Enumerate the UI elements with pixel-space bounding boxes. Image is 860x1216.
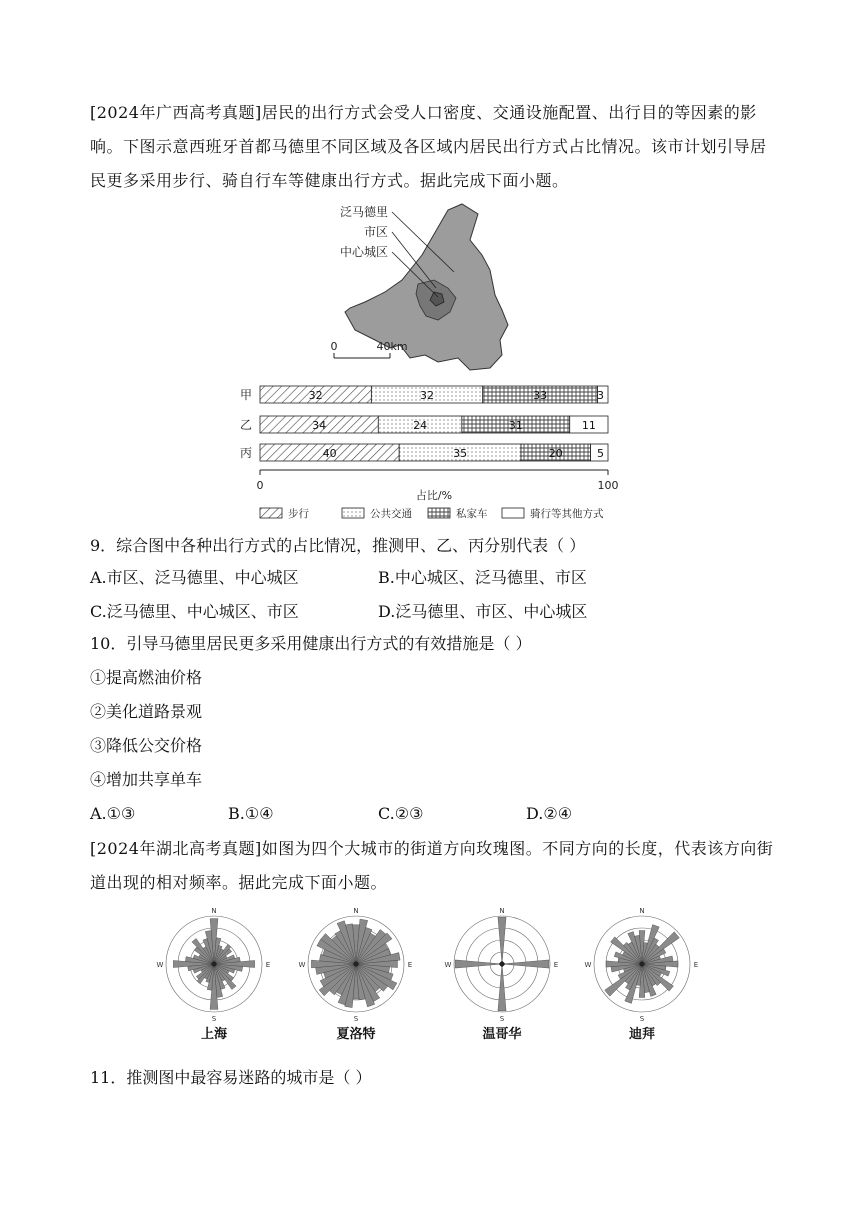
legend-swatch-cycling-other [502, 508, 524, 518]
legend-swatch-public-transit [342, 508, 364, 518]
direction-e: E [407, 961, 413, 969]
scale-start: 0 [330, 340, 338, 353]
data-label: 24 [413, 419, 428, 432]
direction-e: E [693, 961, 699, 969]
legend-label-private-car: 私家车 [456, 508, 488, 520]
data-label: 32 [308, 389, 323, 402]
direction-s: S [639, 1015, 645, 1023]
madrid-map [330, 200, 530, 375]
direction-s: S [353, 1015, 359, 1023]
direction-n: N [639, 907, 645, 915]
q10-item-1: ①提高燃油价格 [90, 668, 203, 687]
direction-e: E [553, 961, 559, 969]
map-label-greater-madrid: 泛马德里 [339, 205, 388, 219]
direction-n: N [353, 907, 359, 915]
rose-diagram [299, 907, 413, 1042]
q9-stem: 9．综合图中各种出行方式的占比情况，推测甲、乙、丙分别代表（ ） [90, 536, 586, 555]
q10-option-b[interactable]: B.①④ [228, 804, 274, 823]
data-label: 11 [581, 419, 596, 432]
direction-w: W [444, 961, 452, 969]
direction-s: S [211, 1015, 217, 1023]
q10-item-3: ③降低公交价格 [90, 736, 203, 755]
q10-item-2: ②美化道路景观 [90, 702, 203, 721]
data-label: 35 [453, 447, 468, 460]
street-rose-diagrams [150, 900, 710, 1055]
rose-diagram [157, 907, 271, 1042]
map-label-city: 市区 [363, 225, 388, 239]
legend-swatch-private-car [428, 508, 450, 518]
intro-paragraph-1: [2024年广西高考真题]居民的出行方式会受人口密度、交通设施配置、出行目的等因素的影响。下图示意西班牙首都马德里不同区域及各区域内居民出行方式占比情况。该市计划引导居民更多采用步行、骑自行车等健康出行方式。据此完成下面小题。 [90, 103, 767, 190]
legend-label-public-transit: 公共交通 [370, 508, 412, 520]
x-axis-label: 占比/% [415, 489, 453, 502]
data-label: 3 [597, 389, 604, 402]
direction-w: W [584, 961, 592, 969]
q9-option-a[interactable]: A.市区、泛马德里、中心城区 [90, 568, 299, 587]
intro-paragraph-2: [2024年湖北高考真题]如图为四个大城市的街道方向玫瑰图。不同方向的长度，代表该方向街道出现的相对频率。据此完成下面小题。 [90, 839, 774, 892]
rose-diagram [585, 907, 699, 1042]
direction-e: E [265, 961, 271, 969]
rose-diagram [445, 907, 559, 1042]
city-label: 迪拜 [628, 1027, 656, 1042]
data-label: 5 [597, 447, 604, 460]
direction-n: N [499, 907, 505, 915]
x-tick-0: 0 [256, 479, 264, 492]
q11-stem: 11．推测图中最容易迷路的城市是（ ） [90, 1068, 372, 1087]
q10-stem: 10．引导马德里居民更多采用健康出行方式的有效措施是（ ） [90, 634, 532, 653]
data-label: 31 [508, 419, 523, 432]
city-label: 温哥华 [482, 1027, 522, 1042]
q9-option-c[interactable]: C.泛马德里、中心城区、市区 [90, 602, 299, 621]
data-label: 33 [533, 389, 548, 402]
q10-option-a[interactable]: A.①③ [90, 804, 136, 823]
x-tick-100: 100 [597, 479, 619, 492]
q10-option-d[interactable]: D.②④ [526, 804, 573, 823]
city-label: 上海 [200, 1027, 228, 1042]
q9-option-b[interactable]: B.中心城区、泛马德里、市区 [378, 568, 587, 587]
q10-option-c[interactable]: C.②③ [378, 804, 424, 823]
legend-label-cycling-other: 骑行等其他方式 [530, 508, 604, 520]
legend-label-walk: 步行 [288, 508, 309, 520]
data-label: 40 [322, 447, 337, 460]
q9-option-d[interactable]: D.泛马德里、市区、中心城区 [378, 602, 588, 621]
category-label: 甲 [239, 388, 252, 402]
category-label: 丙 [239, 446, 252, 460]
data-label: 34 [312, 419, 327, 432]
data-label: 32 [420, 389, 435, 402]
direction-w: W [298, 961, 306, 969]
category-label: 乙 [239, 418, 252, 432]
data-label: 20 [548, 447, 563, 460]
travel-mode-chart [230, 378, 630, 526]
legend-swatch-walk [260, 508, 282, 518]
q10-item-4: ④增加共享单车 [90, 770, 203, 789]
map-label-central: 中心城区 [339, 245, 388, 259]
direction-n: N [211, 907, 217, 915]
direction-s: S [499, 1015, 505, 1023]
scale-end: 40km [376, 340, 408, 353]
city-label: 夏洛特 [336, 1027, 376, 1042]
direction-w: W [156, 961, 164, 969]
